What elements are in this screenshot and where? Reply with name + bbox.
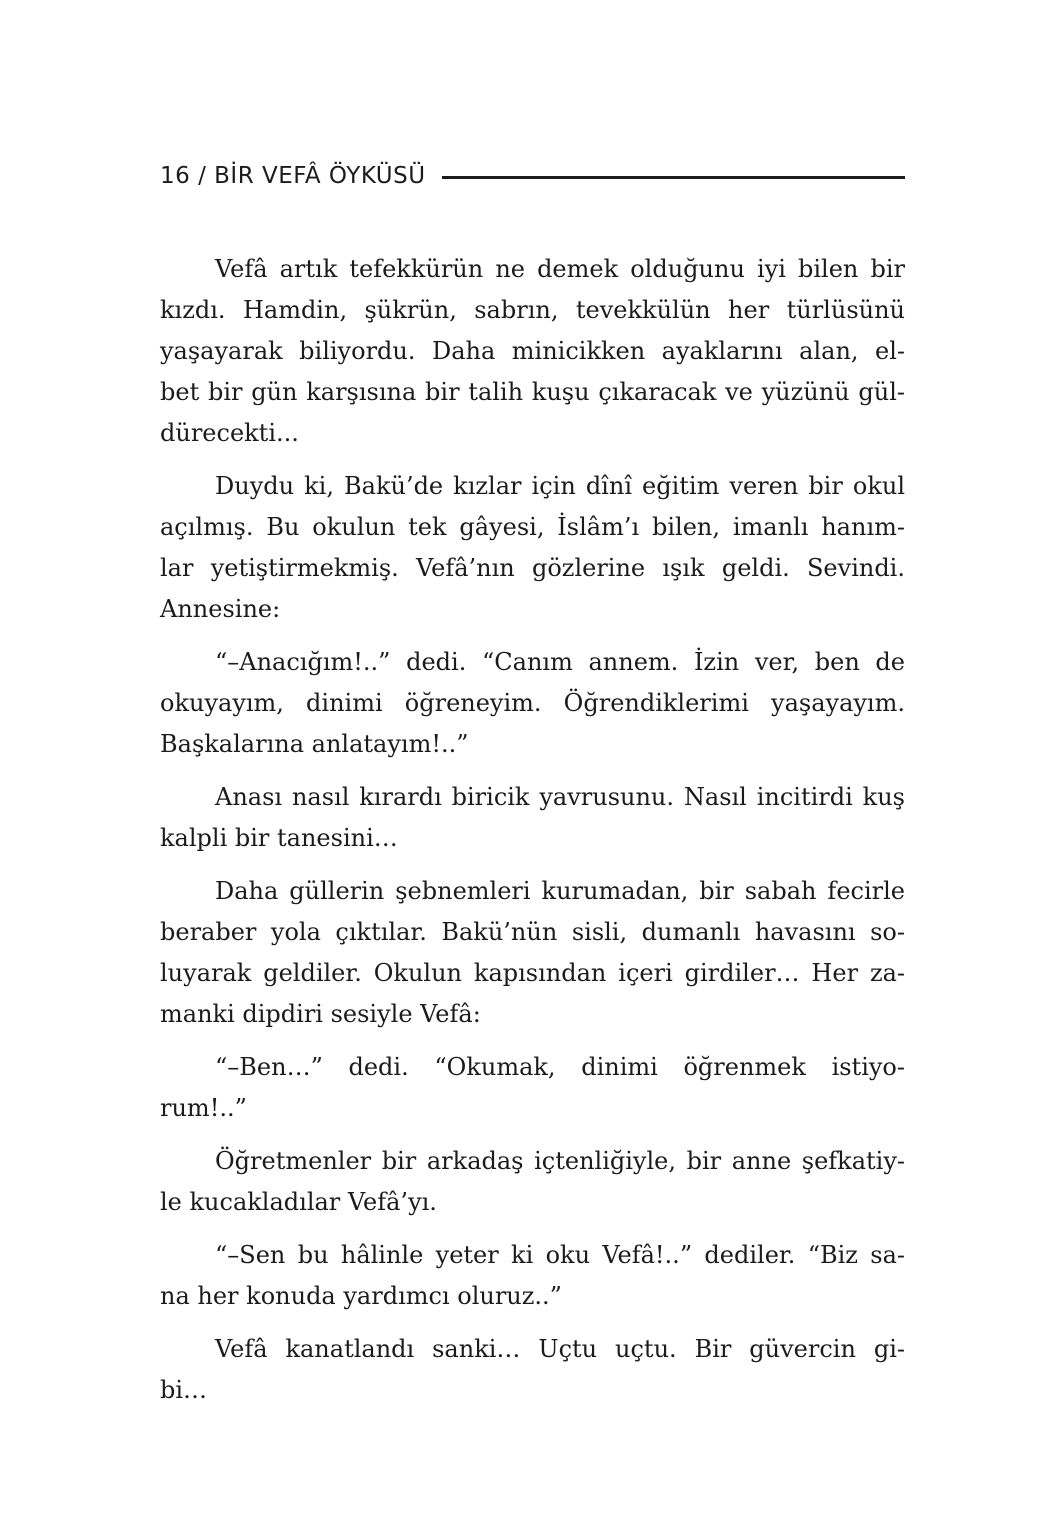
paragraph [160, 1141, 905, 1223]
text-line: “–Anacığım!..” dedi. “Canım annem. İzin ver, ben de [215, 648, 905, 676]
header-rule [442, 176, 905, 179]
text-line: Öğretmenler bir arkadaş içtenliğiyle, bir anne şefkatiy- [215, 1147, 905, 1175]
paragraph [160, 1047, 905, 1129]
paragraph [160, 1235, 905, 1317]
page-number-title: 16 / BİR VEFÂ ÖYKÜSÜ [160, 163, 426, 189]
text-line: manki dipdiri sesiyle Vefâ: [160, 1000, 481, 1028]
text-line: “–Sen bu hâlinle yeter ki oku Vefâ!..” dediler. “Biz sa- [215, 1241, 905, 1269]
text-line: Başkalarına anlatayım!..” [160, 730, 469, 758]
text-line: okuyayım, dinimi öğreneyim. Öğrendiklerimi yaşayayım. [160, 689, 905, 717]
text-line: beraber yola çıktılar. Bakü’nün sisli, dumanlı havasını so- [160, 918, 905, 946]
paragraph [160, 871, 905, 1035]
paragraph [160, 249, 905, 454]
paragraph [160, 466, 905, 630]
text-line: açılmış. Bu okulun tek gâyesi, İslâm’ı bilen, imanlı hanım- [160, 513, 905, 541]
paragraph [160, 777, 905, 859]
text-line: Annesine: [160, 595, 281, 623]
text-line: le kucakladılar Vefâ’yı. [160, 1188, 437, 1216]
text-line: Vefâ artık tefekkürün ne demek olduğunu iyi bilen bir [215, 255, 905, 283]
page-header [160, 163, 905, 189]
text-line: na her konuda yardımcı oluruz..” [160, 1282, 562, 1310]
paragraph [160, 1329, 905, 1411]
text-line: dürecekti... [160, 419, 299, 447]
text-line: lar yetiştirmekmiş. Vefâ’nın gözlerine ışık geldi. Sevindi. [160, 554, 905, 582]
text-line: Anası nasıl kırardı biricik yavrusunu. Nasıl incitirdi kuş [215, 783, 905, 811]
text-line: Duydu ki, Bakü’de kızlar için dînî eğitim veren bir okul [215, 472, 905, 500]
page-body [160, 249, 905, 1411]
text-line: kızdı. Hamdin, şükrün, sabrın, tevekkülün her türlüsünü [160, 296, 905, 324]
text-line: yaşayarak biliyordu. Daha minicikken ayaklarını alan, el- [160, 337, 905, 365]
text-line: bet bir gün karşısına bir talih kuşu çıkaracak ve yüzünü gül- [160, 378, 905, 406]
text-line: Vefâ kanatlandı sanki… Uçtu uçtu. Bir güvercin gi- [215, 1335, 905, 1363]
text-line: luyarak geldiler. Okulun kapısından içeri girdiler… Her za- [160, 959, 905, 987]
text-line: kalpli bir tanesini… [160, 824, 398, 852]
text-line: Daha güllerin şebnemleri kurumadan, bir sabah fecirle [215, 877, 905, 905]
text-line: “–Ben…” dedi. “Okumak, dinimi öğrenmek istiyo- [215, 1053, 905, 1081]
text-line: rum!..” [160, 1094, 247, 1122]
text-line: bi… [160, 1376, 208, 1404]
paragraph [160, 642, 905, 765]
